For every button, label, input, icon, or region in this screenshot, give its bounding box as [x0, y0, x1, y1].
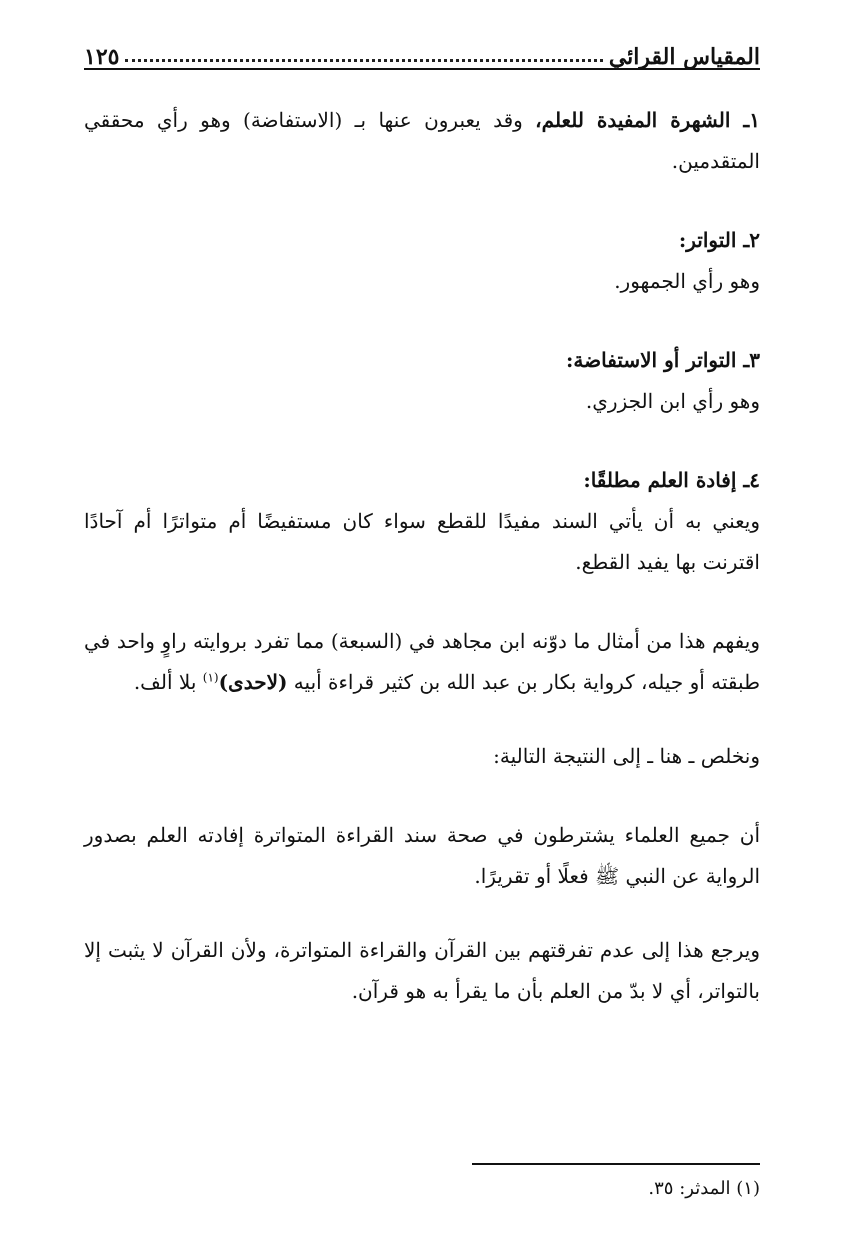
- footnote-rule: [472, 1163, 760, 1165]
- section-2-heading: ٢ـ التواتر:: [678, 228, 760, 252]
- paragraph-5-text-b: بلا ألف.: [133, 670, 203, 694]
- footnote: (١) المدثر: ٣٥.: [648, 1178, 760, 1199]
- paragraph-6: ونخلص ـ هنا ـ إلى النتيجة التالية:: [493, 744, 760, 768]
- section-1-heading: ١ـ الشهرة المفيدة للعلم،: [535, 108, 760, 132]
- page-body: [84, 100, 760, 1012]
- paragraph-5-bold: (لاحدى): [218, 670, 288, 694]
- paragraph-5-text-a: ويفهم هذا من أمثال ما دوّنه ابن مجاهد في (السبعة) مما تفرد بروايته راوٍ واحد في طبقته أو جيله، كرواية بكار بن عبد الله بن كثير قراءة أبيه: [84, 629, 760, 694]
- section-3-text: وهو رأي ابن الجزري.: [585, 389, 760, 413]
- section-4-heading: ٤ـ إفادة العلم مطلقًا:: [583, 468, 760, 492]
- section-1: [84, 100, 760, 182]
- running-header: [84, 30, 760, 70]
- header-rule: [84, 68, 760, 70]
- section-4-text: ويعني به أن يأتي السند مفيدًا للقطع سواء كان مستفيضًا أم متواترًا أم آحادًا اقترنت بها يفيد القطع.: [84, 509, 760, 574]
- paragraph-8: ويرجع هذا إلى عدم تفرقتهم بين القرآن والقراءة المتواترة، ولأن القرآن لا يثبت إلا بالتواتر، أي لا بدّ من العلم بأن ما يقرأ به هو قرآن.: [84, 938, 760, 1003]
- section-3-heading: ٣ـ التواتر أو الاستفاضة:: [566, 348, 760, 372]
- header-title: المقياس القرائي: [608, 44, 760, 70]
- book-page: [84, 30, 760, 1220]
- section-1-text: وقد يعبرون عنها بـ (الاستفاضة) وهو رأي محققي المتقدمين.: [84, 108, 760, 173]
- page-number: ١٢٥: [84, 44, 120, 70]
- section-2-text: وهو رأي الجمهور.: [614, 269, 760, 293]
- footnote-ref[interactable]: (١): [202, 670, 219, 685]
- header-dot-leader: [125, 59, 602, 62]
- paragraph-5: [84, 621, 760, 703]
- paragraph-7: أن جميع العلماء يشترطون في صحة سند القراءة المتواترة إفادته العلم بصدور الرواية عن النبي ﷺ فعلًا أو تقريرًا.: [84, 823, 760, 888]
